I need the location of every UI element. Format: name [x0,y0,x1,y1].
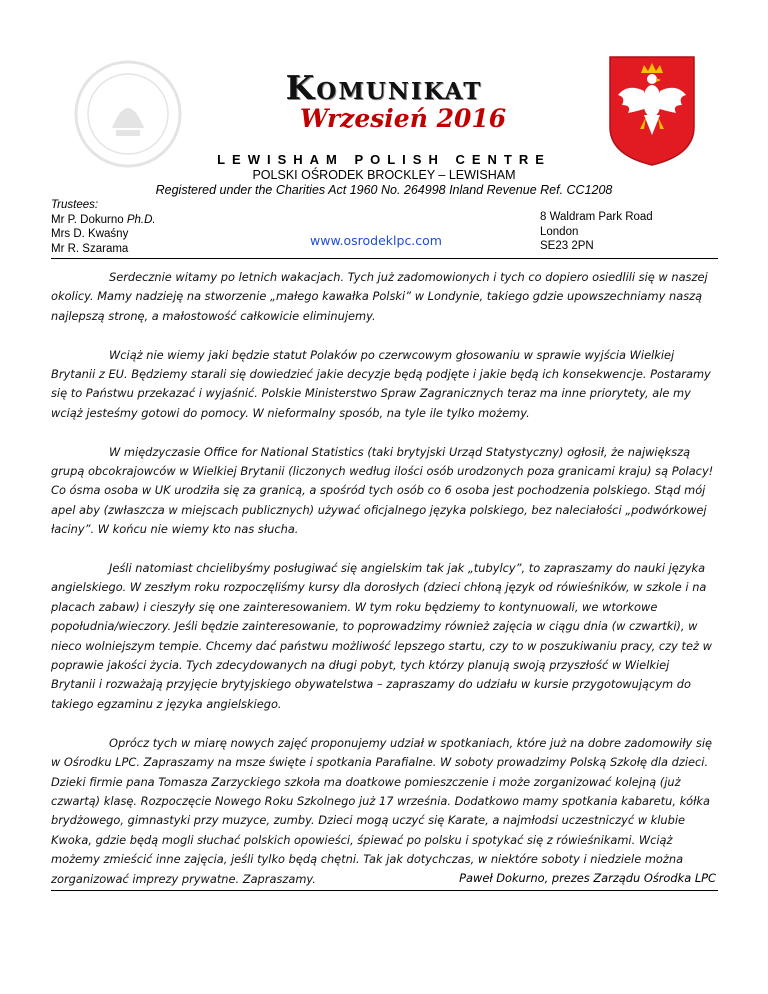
signature: Paweł Dokurno, prezes Zarządu Ośrodka LPC [459,871,716,885]
charity-registration: Registered under the Charities Act 1960 No. 264998 Inland Revenue Ref. CC1208 [155,183,613,197]
organization-name: LEWISHAM POLISH CENTRE [217,152,551,167]
paragraph: Oprócz tych w miarę nowych zajęć proponujemy udział w spotkaniach, które już na dobre zadomowiły się w Ośrodku LPC. Zapraszamy na msze święte i spotkania Parafialne. W soboty prowadzimy Polską Szkołę dla dzieci. Dzieki firmie pana Tomasza Zarzyckiego szkoła ma doatkowe pomieszczenie i może zorganizować kolejną (już czwartą) klasę. Rozpoczęcie Nowego Roku Szkolnego już 17 września. Dodatkowo mamy spotkania kabaretu, kółka brydżowego, gimnastyki przy muzyce, zumby. Dzieci mogą uczyć się Karate, a najmłodsi uczestniczyć w klubie Kwoka, gdzie będą mogli słuchać polskich opowieści, śpiewać po polsku i spotykać się z rówieśnikami. Wciąż możemy zmieścić inne zajęcia, jeśli tylko będą chętni. Tak jak dotychczas, w niektóre soboty i niedziele można zorganizować imprezy prywatne. Zapraszamy. [51,735,713,886]
footer-divider [51,890,718,891]
letter-body [51,268,717,908]
paragraph: Wciąż nie wiemy jaki będzie statut Polaków po czerwcowym głosowaniu w sprawie wyjścia Wielkiej Brytanii z EU. Będziemy starali się dowiedzieć jakie decyzje będą podjęte i jakie będą ich konsekwencje. Postaramy się to Państwu przekazać i wyjaśnić. Polskie Ministerstwo Spraw Zagranicznych teraz ma inne priorytety, ale my wciąż jesteśmy gotowi do pomocy. W nieformalny sposób, na tyle ile tylko możemy. [51,347,711,420]
paragraph: W międzyczasie Office for National Statistics (taki brytyjski Urząd Statystyczny) ogłosił, że największą grupą obcokrajowców w Wielkiej Brytanii (liczonych według ilości osób urodzonych poza granicami kraju) są Polacy! Co ósma osoba w UK urodziła się za granicą, a spośród tych osób co 6 osoba jest pochodzenia polskiego. Stąd mój apel aby (zwłaszcza w miejscach publicznych) używać oficjalnego języka polskiego, bez naleciałości „podwórkowej łaciny”. W końcu nie wiemy kto nas słucha. [51,444,714,537]
website-link[interactable]: www.osrodeklpc.com [310,233,442,248]
document-title: Komunikat [285,68,483,107]
trustees-block [51,198,156,256]
paragraph: Jeśli natomiast chcielibyśmy posługiwać się angielskim tak jak „tubylcy”, to zapraszamy do nauki języka angielskiego. W zeszłym roku rozpoczęliśmy kursy dla dorosłych (dzieci chłoną język od rówieśników, w szkole i na placach zabaw) i cieszyły się one zainteresowaniem. W tym roku będziemy to kontynuowali, we wtorkowe popołudnia/wieczory. Jeśli będzie zainteresowanie, to poprowadzimy również zajęcia w ciągu dnia (w czwartki), w nieco wolniejszym tempie. Chcemy dać państwu możliwość lepszego startu, czy to w poszukiwaniu pracy, czy też w poprawie jakości życia. Tych zdecydowanych na długi pobyt, tych którzy planują swoją przyszłość w Wielkiej Brytanii i rozważają przyjęcie brytyjskiego obywatelstwa – zapraszamy do udziału w kursie przygotowującym do takiego egzaminu z języka angielskiego. [51,561,712,711]
document-subtitle-date: Wrzesień 2016 [300,104,507,133]
trustees-label: Trustees: [51,199,99,211]
address-block [540,210,653,254]
address-line: 8 Waldram Park Road [540,211,653,223]
trustee-item: Mrs D. Kwaśny [51,228,129,240]
trustee-item: Mr P. Dokurno Ph.D. [51,213,156,226]
trustee-item: Mr R. Szarama [51,242,129,255]
header-divider [51,258,718,259]
address-line: London [540,225,579,238]
paragraph: Serdecznie witamy po letnich wakacjach. Tych już zadomowionych i tych co dopiero osiedlili się w naszej okolicy. Mamy nadzieję na stworzenie „małego kawałka Polski” w Londynie, takiego gdzie upowszechniamy naszą najlepszą stronę, a małostowość całkowicie eliminujemy. [51,270,708,323]
address-line: SE23 2PN [540,240,594,252]
organization-subname: POLSKI OŚRODEK BROCKLEY – LEWISHAM [252,168,516,182]
